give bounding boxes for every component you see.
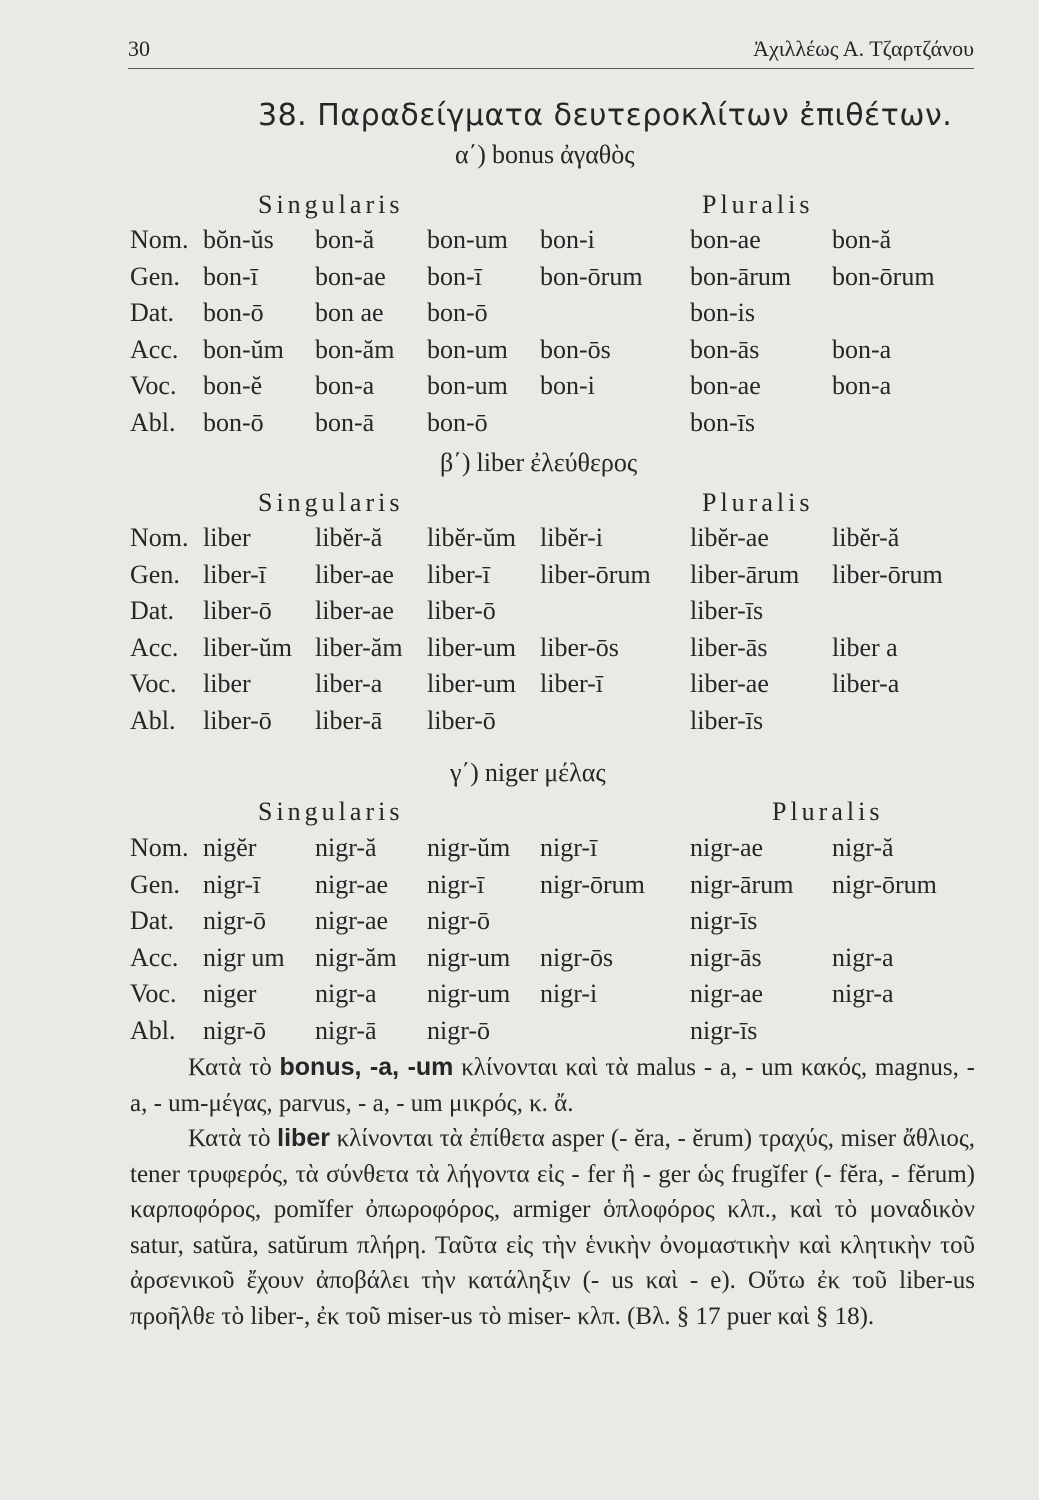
paragraph-keyword: liber bbox=[277, 1124, 330, 1152]
form-cell: liber-ōs bbox=[540, 632, 619, 662]
form-cell: libĕr-ă bbox=[832, 523, 900, 552]
form-cell: liber-ōrum bbox=[540, 559, 651, 589]
paradigm-heading bbox=[450, 758, 606, 788]
page-header bbox=[128, 28, 974, 69]
table-row bbox=[0, 870, 1039, 906]
table-row bbox=[0, 596, 1039, 632]
paragraph-bonus bbox=[130, 1050, 975, 1121]
case-label: Acc. bbox=[130, 942, 179, 972]
case-label: Abl. bbox=[130, 706, 176, 735]
form-cell: libĕr-ae bbox=[690, 523, 769, 552]
form-cell: nigr-ī bbox=[427, 869, 485, 899]
case-label: Gen. bbox=[130, 869, 180, 899]
table-row bbox=[0, 833, 1039, 869]
table-row bbox=[0, 225, 1039, 261]
form-cell: nigr-ŭm bbox=[427, 833, 511, 862]
form-cell: liber-ō bbox=[427, 596, 496, 626]
paradigm-latin: niger bbox=[484, 758, 539, 787]
form-cell: nigr-um bbox=[427, 942, 511, 972]
form-cell: nigr-ōrum bbox=[540, 869, 645, 899]
form-cell: liber bbox=[203, 669, 251, 699]
singularis-header: Singularis bbox=[258, 488, 404, 517]
form-cell: bon-ā bbox=[315, 408, 375, 437]
form-cell: libĕr-ă bbox=[315, 523, 383, 552]
paragraph-text: κλίνονται καὶ τὰ malus - a, - um κακός, magnus, - a, - um-μέγας, parvus, - a, - um μικρός, κ. ἄ. bbox=[130, 1054, 976, 1117]
form-cell: bon-i bbox=[540, 225, 595, 254]
paragraph-keyword: bonus, -a, -um bbox=[279, 1053, 454, 1081]
form-cell: bon-ō bbox=[427, 408, 488, 437]
form-cell: liber-ī bbox=[203, 559, 267, 589]
paragraph-liber bbox=[130, 1121, 975, 1334]
table-row bbox=[0, 262, 1039, 298]
paradigm-label: γ΄) bbox=[450, 758, 479, 787]
form-cell: bon-ī bbox=[203, 261, 258, 291]
form-cell: bon-a bbox=[832, 371, 892, 401]
section-title: 38. Παραδείγματα δευτεροκλίτων ἐπιθέτων. bbox=[258, 98, 953, 133]
form-cell: bon-ārum bbox=[690, 261, 792, 291]
form-cell: liber-um bbox=[427, 632, 517, 662]
form-cell: bon-ō bbox=[203, 298, 264, 328]
table-row bbox=[0, 408, 1039, 444]
form-cell: bon-ō bbox=[203, 408, 264, 437]
form-cell: nigr-ō bbox=[427, 1016, 491, 1045]
form-cell: bon-ae bbox=[690, 371, 761, 401]
table-row bbox=[0, 979, 1039, 1015]
table-row bbox=[0, 706, 1039, 742]
form-cell: bon-um bbox=[427, 225, 508, 254]
table-row bbox=[0, 943, 1039, 979]
form-cell: nigr-ōrum bbox=[832, 869, 937, 899]
form-cell: bon-ă bbox=[315, 225, 375, 254]
form-cell: liber-ōrum bbox=[832, 559, 943, 589]
case-label: Dat. bbox=[130, 906, 175, 936]
paragraph-text: κλίνονται τὰ ἐπίθετα asper (- ĕra, - ĕrum) τραχύς, miser ἄθλιος, tener τρυφερός, τὰ σύνθετα τὰ λήγοντα εἰς - fer ἢ - ger ὡς frugĭfer (- fĕra, - fĕrum) καρποφόρος, pomĭfer ὀπωροφόρος, armiger ὁπλοφόρος κλπ., καὶ τὸ μοναδικὸν satur, satŭra, satŭrum πλήρη. Ταῦτα εἰς τὴν ἑνικὴν ὀνομαστικὴν καὶ κλητικὴν τοῦ ἀρσενικοῦ ἔχουν ἀποβάλει τὴν κατάληξιν (- us καὶ - e). Οὕτω ἐκ τοῦ liber-us προῆλθε τὸ liber-, ἐκ τοῦ miser-us τὸ miser- κλπ. (Βλ. § 17 puer καὶ § 18). bbox=[130, 1125, 976, 1330]
form-cell: liber-īs bbox=[690, 706, 764, 735]
paradigm-label: β΄) bbox=[440, 448, 471, 477]
table-row bbox=[0, 1016, 1039, 1052]
form-cell: bon-ī bbox=[427, 261, 482, 291]
form-cell: nigr-ae bbox=[315, 906, 389, 936]
form-cell: bon-i bbox=[540, 371, 595, 401]
form-cell: nigr-um bbox=[427, 979, 511, 1009]
form-cell: niger bbox=[203, 979, 257, 1009]
form-cell: bon-um bbox=[427, 371, 508, 401]
table-row bbox=[0, 523, 1039, 559]
form-cell: nigr-ārum bbox=[690, 869, 794, 899]
form-cell: bon-ă bbox=[832, 225, 892, 254]
form-cell: liber-a bbox=[832, 669, 900, 699]
form-cell: bon-ŭm bbox=[203, 334, 284, 364]
form-cell: nigr-a bbox=[315, 979, 377, 1009]
form-cell: bon-ae bbox=[315, 261, 386, 291]
form-cell: liber-ā bbox=[315, 706, 383, 735]
case-label: Gen. bbox=[130, 261, 180, 291]
page-number: 30 bbox=[128, 36, 150, 61]
form-cell: liber bbox=[203, 523, 251, 552]
paragraph-text: Κατὰ τὸ bbox=[188, 1125, 278, 1152]
form-cell: nigr-ă bbox=[315, 833, 377, 862]
form-cell: nigr-ās bbox=[690, 942, 762, 972]
form-cell: nigr-ae bbox=[315, 869, 389, 899]
case-label: Abl. bbox=[130, 408, 176, 437]
form-cell: nigr-ae bbox=[690, 979, 764, 1009]
case-label: Voc. bbox=[130, 979, 177, 1009]
form-cell: libĕr-ŭm bbox=[427, 523, 517, 552]
table-row bbox=[0, 560, 1039, 596]
form-cell: nigr-a bbox=[832, 942, 894, 972]
form-cell: liber-ae bbox=[315, 559, 394, 589]
form-cell: liber-ō bbox=[203, 706, 272, 735]
table-row bbox=[0, 371, 1039, 407]
case-label: Dat. bbox=[130, 596, 175, 626]
form-cell: nigr-ăm bbox=[315, 942, 397, 972]
case-label: Nom. bbox=[130, 833, 189, 862]
form-cell: nigr-ī bbox=[203, 869, 261, 899]
paradigm-heading bbox=[440, 448, 637, 478]
form-cell: bon-ās bbox=[690, 334, 760, 364]
form-cell: nigr-ō bbox=[203, 1016, 267, 1045]
form-cell: nigĕr bbox=[203, 833, 257, 862]
form-cell: liber-a bbox=[315, 669, 383, 699]
form-cell: bon-ōs bbox=[540, 334, 611, 364]
form-cell: liber-ŭm bbox=[203, 632, 293, 662]
form-cell: liber-ārum bbox=[690, 559, 800, 589]
form-cell: liber-ās bbox=[690, 632, 768, 662]
form-cell: liber-ae bbox=[690, 669, 769, 699]
form-cell: nigr-ōs bbox=[540, 942, 614, 972]
form-cell: bon-a bbox=[315, 371, 375, 401]
case-label: Voc. bbox=[130, 371, 177, 401]
form-cell: nigr um bbox=[203, 942, 285, 972]
form-cell: bon-um bbox=[427, 334, 508, 364]
form-cell: bon-a bbox=[832, 334, 892, 364]
form-cell: liber-um bbox=[427, 669, 517, 699]
form-cell: bon ae bbox=[315, 298, 384, 328]
form-cell: liber-ō bbox=[203, 596, 272, 626]
paradigm-greek: ἀγαθὸς bbox=[560, 140, 635, 169]
form-cell: bon-is bbox=[690, 298, 755, 328]
case-label: Acc. bbox=[130, 632, 179, 662]
form-cell: liber-ō bbox=[427, 706, 496, 735]
form-cell: bŏn-ŭs bbox=[203, 225, 274, 254]
form-cell: nigr-i bbox=[540, 979, 598, 1009]
form-cell: nigr-ō bbox=[203, 906, 267, 936]
paragraph-text: Κατὰ τὸ bbox=[188, 1054, 280, 1081]
case-label: Acc. bbox=[130, 334, 179, 364]
form-cell: nigr-īs bbox=[690, 1016, 758, 1045]
form-cell: nigr-ī bbox=[540, 833, 598, 862]
paradigm-latin: bonus bbox=[491, 140, 555, 169]
table-row bbox=[0, 298, 1039, 334]
form-cell: libĕr-i bbox=[540, 523, 604, 552]
singularis-header: Singularis bbox=[258, 190, 404, 219]
form-cell: nigr-ō bbox=[427, 906, 491, 936]
case-label: Nom. bbox=[130, 225, 189, 254]
paradigm-greek: ἐλεύθερος bbox=[530, 448, 638, 477]
case-label: Gen. bbox=[130, 559, 180, 589]
form-cell: liber-ăm bbox=[315, 632, 403, 662]
case-label: Abl. bbox=[130, 1016, 176, 1045]
pluralis-header: Pluralis bbox=[702, 488, 814, 517]
table-row bbox=[0, 906, 1039, 942]
form-cell: liber-ae bbox=[315, 596, 394, 626]
paradigm-label: α΄) bbox=[455, 140, 486, 169]
form-cell: liber-ī bbox=[540, 669, 604, 699]
form-cell: liber-īs bbox=[690, 596, 764, 626]
form-cell: nigr-ae bbox=[690, 833, 764, 862]
form-cell: nigr-a bbox=[832, 979, 894, 1009]
pluralis-header: Pluralis bbox=[702, 190, 814, 219]
form-cell: nigr-īs bbox=[690, 906, 758, 936]
form-cell: bon-ĕ bbox=[203, 371, 263, 401]
paradigm-greek: μέλας bbox=[544, 758, 606, 787]
table-row bbox=[0, 633, 1039, 669]
form-cell: nigr-ā bbox=[315, 1016, 377, 1045]
table-row bbox=[0, 669, 1039, 705]
table-row bbox=[0, 335, 1039, 371]
form-cell: bon-ae bbox=[690, 225, 761, 254]
case-label: Voc. bbox=[130, 669, 177, 699]
explanation-text bbox=[130, 1050, 975, 1334]
case-label: Dat. bbox=[130, 298, 175, 328]
singularis-header: Singularis bbox=[258, 797, 404, 826]
form-cell: bon-īs bbox=[690, 408, 755, 437]
paradigm-heading bbox=[455, 140, 635, 170]
running-head-author: Ἀχιλλέως Α. Τζαρτζάνου bbox=[753, 36, 974, 61]
paradigm-latin: liber bbox=[476, 448, 525, 477]
case-label: Nom. bbox=[130, 523, 189, 552]
form-cell: nigr-ă bbox=[832, 833, 894, 862]
form-cell: bon-ōrum bbox=[832, 261, 935, 291]
form-cell: bon-ăm bbox=[315, 334, 395, 364]
pluralis-header: Pluralis bbox=[772, 797, 884, 826]
form-cell: bon-ōrum bbox=[540, 261, 643, 291]
form-cell: liber-ī bbox=[427, 559, 491, 589]
form-cell: liber a bbox=[832, 632, 898, 662]
form-cell: bon-ō bbox=[427, 298, 488, 328]
